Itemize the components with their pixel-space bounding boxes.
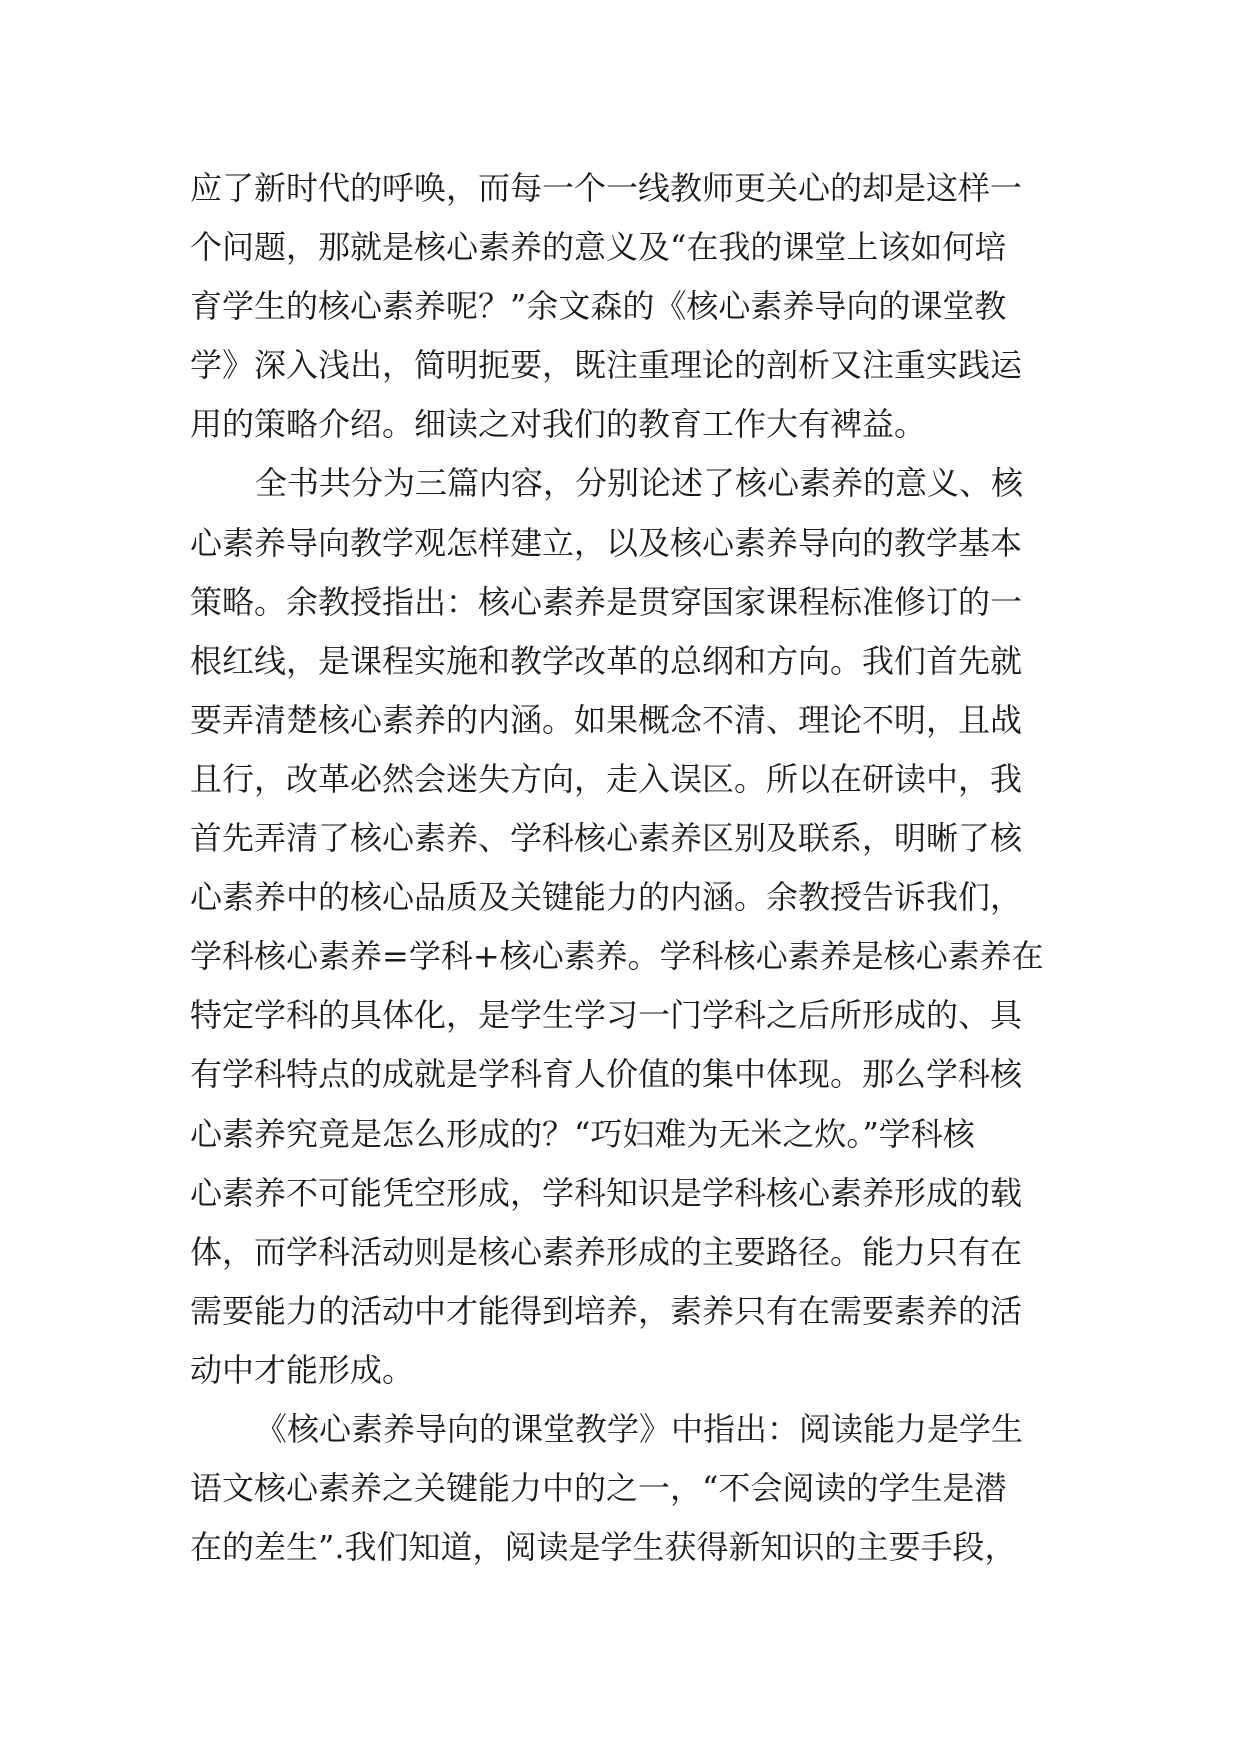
paragraph-1-line-5: 用的策略介绍。细读之对我们的教育工作大有裨益。 bbox=[190, 405, 927, 444]
paragraph-2-line-5: 要弄清楚核心素养的内涵。如果概念不清、理论不明，且战 bbox=[190, 700, 1023, 739]
paragraph-2-line-15: 需要能力的活动中才能得到培养，素养只有在需要素养的活 bbox=[190, 1291, 1023, 1330]
paragraph-2-line-8: 心素养中的核心品质及关键能力的内涵。余教授告诉我们， bbox=[190, 878, 1023, 917]
paragraph-2-line-11: 有学科特点的成就是学科育人价值的集中体现。那么学科核 bbox=[190, 1055, 1023, 1094]
paragraph-1-line-1: 应了新时代的呼唤，而每一个一线教师更关心的却是这样一 bbox=[190, 169, 1023, 207]
paragraph-2-line-3: 策略。余教授指出：核心素养是贯穿国家课程标准修订的一 bbox=[190, 582, 1023, 621]
paragraph-3-line-3: 在的差生”.我们知道，阅读是学生获得新知识的主要手段， bbox=[190, 1528, 1017, 1567]
paragraph-2-line-2: 心素养导向教学观怎样建立，以及核心素养导向的教学基本 bbox=[190, 523, 1023, 562]
paragraph-2-line-1: 全书共分为三篇内容，分别论述了核心素养的意义、核 bbox=[255, 464, 1024, 503]
paragraph-3-line-1: 《核心素养导向的课堂教学》中指出：阅读能力是学生 bbox=[255, 1409, 1024, 1448]
document-body bbox=[190, 159, 1060, 1577]
paragraph-2-line-10: 特定学科的具体化，是学生学习一门学科之后所形成的、具 bbox=[190, 996, 1023, 1035]
paragraph-2-line-13: 心素养不可能凭空形成，学科知识是学科核心素养形成的载 bbox=[190, 1173, 1023, 1212]
paragraph-2-line-12: 心素养究竟是怎么形成的？“巧妇难为无米之炊。”学科核 bbox=[190, 1114, 975, 1153]
paragraph-2-line-6: 且行，改革必然会迷失方向，走入误区。所以在研读中，我 bbox=[190, 759, 1023, 798]
paragraph-1-line-2: 个问题，那就是核心素养的意义及“在我的课堂上该如何培 bbox=[190, 228, 1007, 267]
paragraph-2-line-7: 首先弄清了核心素养、学科核心素养区别及联系，明晰了核 bbox=[190, 819, 1023, 858]
paragraph-2-line-16: 动中才能形成。 bbox=[190, 1350, 415, 1389]
paragraph-2-line-9: 学科核心素养=学科+核心素养。学科核心素养是核心素养在 bbox=[190, 937, 1044, 976]
paragraph-2-line-4: 根红线，是课程实施和教学改革的总纲和方向。我们首先就 bbox=[190, 641, 1023, 680]
paragraph-1-line-3: 育学生的核心素养呢？”余文森的《核心素养导向的课堂教 bbox=[190, 287, 1007, 326]
paragraph-3-line-2: 语文核心素养之关键能力中的之一，“不会阅读的学生是潜 bbox=[190, 1469, 1007, 1508]
paragraph-1-line-4: 学》深入浅出，简明扼要，既注重理论的剖析又注重实践运 bbox=[190, 346, 1023, 385]
paragraph-2-line-14: 体，而学科活动则是核心素养形成的主要路径。能力只有在 bbox=[190, 1232, 1023, 1271]
